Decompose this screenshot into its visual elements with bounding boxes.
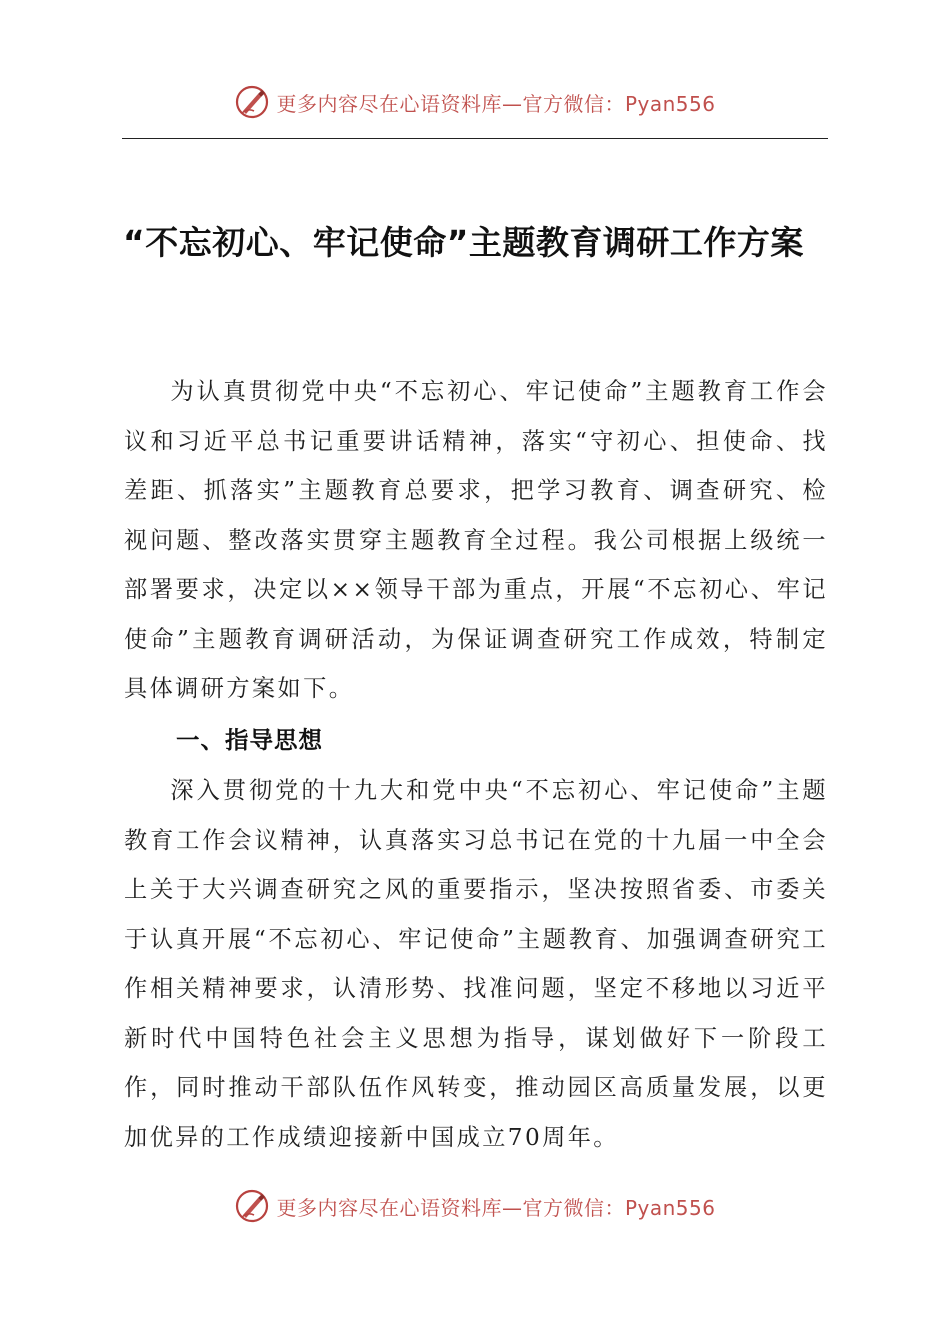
- section-paragraph-guiding-ideology: 深入贯彻党的十九大和党中央“不忘初心、牢记使命”主题教育工作会议精神，认真落实习总书记在党的十九届一中全会上关于大兴调查研究之风的重要指示，坚决按照省委、市委关于认真开展“不忘初心、牢记使命”主题教育、加强调查研究工作相关精神要求，认清形势、找准问题，坚定不移地以习近平新时代中国特色社会主义思想为指导，谋划做好下一阶段工作，同时推动干部队伍作风转变，推动园区高质量发展，以更加优异的工作成绩迎接新中国成立70周年。: [124, 777, 828, 1151]
- section-heading-guiding-ideology: 一、指导思想: [176, 726, 323, 754]
- pen-logo-icon: [234, 1188, 270, 1224]
- header-divider: [122, 138, 828, 139]
- document-title: “不忘初心、牢记使命”主题教育调研工作方案: [123, 223, 804, 262]
- pen-logo-icon: [234, 84, 270, 120]
- footer-banner: [0, 1184, 950, 1228]
- intro-paragraph: 为认真贯彻党中央“不忘初心、牢记使命”主题教育工作会议和习近平总书记重要讲话精神，落实“守初心、担使命、找差距、抓落实”主题教育总要求，把学习教育、调查研究、检视问题、整改落实贯穿主题教育全过程。我公司根据上级统一部署要求，决定以××领导干部为重点，开展“不忘初心、牢记使命”主题教育调研活动，为保证调查研究工作成效，特制定具体调研方案如下。: [124, 378, 828, 702]
- banner-text: 更多内容尽在心语资料库—官方微信：Pyan556: [276, 91, 716, 116]
- banner-text: 更多内容尽在心语资料库—官方微信：Pyan556: [276, 1195, 716, 1220]
- header-banner: [0, 80, 950, 124]
